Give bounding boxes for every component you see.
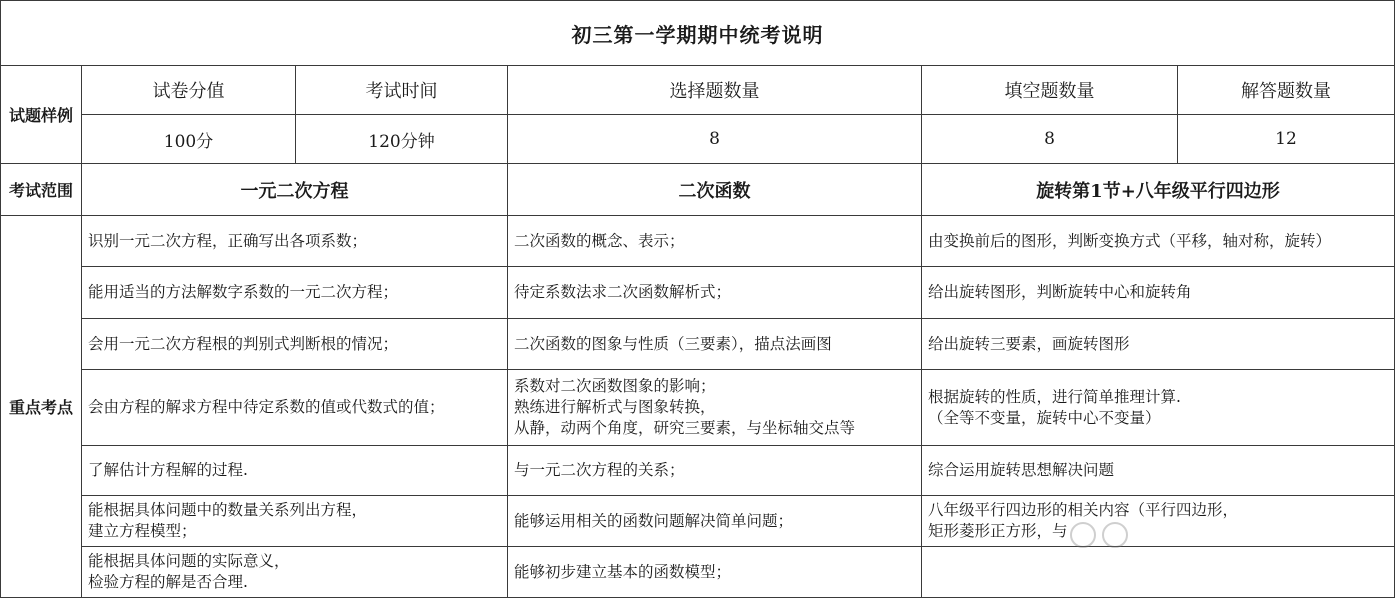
header-fill-count: 填空题数量 [922,66,1178,115]
kp-function-cell [508,547,922,598]
value-time: 120分钟 [296,115,508,164]
row-label-scope: 考试范围 [0,164,82,216]
kp-line: 综合运用旋转思想解决问题 [928,461,1115,479]
watermark-logo-icon [1070,522,1096,548]
header-score: 试卷分值 [82,66,296,115]
kp-function-cell [508,446,922,496]
kp-line: （全等不变量，旋转中心不变量） [928,408,1161,427]
kp-line: 建立方程模型； [88,522,197,540]
kp-equation-cell [82,370,508,446]
kp-line: 能够初步建立基本的函数模型； [514,562,732,581]
value-choice-count: 8 [508,115,922,164]
kp-line: 检验方程的解是否合理. [88,573,248,591]
kp-rotation-cell [922,446,1395,496]
kp-line: 能用适当的方法解数字系数的一元二次方程； [88,283,399,301]
kp-line: 能够运用相关的函数问题解决简单问题； [514,511,794,530]
kp-rotation-cell [922,267,1395,319]
scope-topic-rotation: 旋转第1节+八年级平行四边形 [922,164,1395,216]
header-answer-count: 解答题数量 [1178,66,1395,115]
scope-topic-quadratic-equation: 一元二次方程 [82,164,508,216]
kp-line: 二次函数的概念、表示； [514,231,685,250]
kp-line: 系数对二次函数图象的影响； [514,377,716,395]
kp-line: 给出旋转三要素，画旋转图形 [928,334,1130,353]
kp-equation-cell [82,319,508,370]
kp-line: 八年级平行四边形的相关内容（平行四边形， [928,501,1239,519]
kp-equation-cell [82,547,508,598]
watermark [1070,518,1230,552]
header-time: 考试时间 [296,66,508,115]
kp-rotation-cell [922,216,1395,267]
kp-line: 二次函数的图象与性质（三要素），描点法画图 [514,334,832,353]
kp-equation-cell [82,496,508,547]
row-label-key-points: 重点考点 [0,216,82,598]
kp-function-cell [508,496,922,547]
row-label-sample: 试题样例 [0,66,82,164]
kp-line: 矩形菱形正方形，与 [928,522,1068,540]
kp-line: 熟练进行解析式与图象转换， [514,398,716,416]
kp-rotation-cell [922,319,1395,370]
kp-rotation-cell [922,547,1395,598]
kp-line: 从静，动两个角度，研究三要素，与坐标轴交点等 [514,419,856,437]
kp-rotation-cell [922,370,1395,446]
value-score: 100分 [82,115,296,164]
kp-function-cell [508,319,922,370]
kp-line: 根据旋转的性质，进行简单推理计算. [928,387,1181,406]
kp-function-cell [508,216,922,267]
kp-equation-cell [82,267,508,319]
kp-line: 能根据具体问题的实际意义， [88,552,290,570]
value-fill-count: 8 [922,115,1178,164]
kp-line: 给出旋转图形，判断旋转中心和旋转角 [928,283,1192,301]
kp-equation-cell [82,216,508,267]
page-title: 初三第一学期期中统考说明 [0,0,1395,66]
kp-line: 会由方程的解求方程中待定系数的值或代数式的值； [88,398,445,416]
kp-line: 了解估计方程解的过程. [88,461,248,479]
kp-function-cell [508,267,922,319]
kp-line: 能根据具体问题中的数量关系列出方程， [88,501,368,519]
watermark-logo-icon [1102,522,1128,548]
header-choice-count: 选择题数量 [508,66,922,115]
kp-equation-cell [82,446,508,496]
kp-line: 会用一元二次方程根的判别式判断根的情况； [88,334,399,353]
kp-line: 识别一元二次方程，正确写出各项系数； [88,231,368,250]
kp-line: 与一元二次方程的关系； [514,461,685,479]
scope-topic-quadratic-function: 二次函数 [508,164,922,216]
value-answer-count: 12 [1178,115,1395,164]
kp-function-cell [508,370,922,446]
kp-line: 由变换前后的图形，判断变换方式（平移，轴对称，旋转） [928,231,1332,250]
kp-line: 待定系数法求二次函数解析式； [514,283,732,301]
